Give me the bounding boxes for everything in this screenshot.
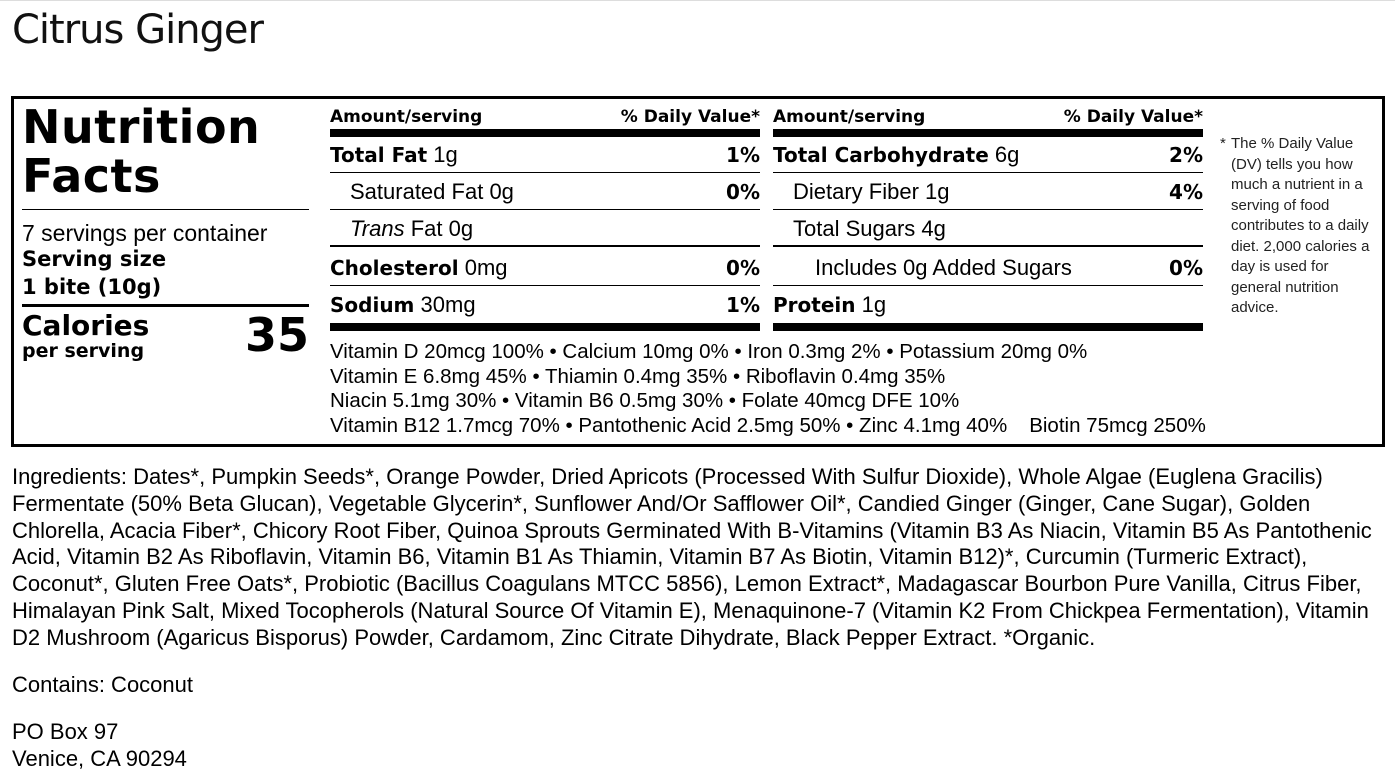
calories-sub-label: per serving [22,340,145,362]
calories-value: 35 [244,308,309,362]
ingredients-text: Ingredients: Dates*, Pumpkin Seeds*, Orange Powder, Dried Apricots (Processed With Sulfur Dioxide), Whole Algae (Euglena Gracilis) Fermentate (50% Beta Glucan), Vegetable Glycerin*, Sunflower And/Or Safflower Oil*, Candied Ginger (Ginger, Cane Sugar), Golden Chlorella, Acacia Fiber*, Chicory Root Fiber, Quinoa Sprouts Germinated With B-Vitamins (Vitamin B3 As Niacin, Vitamin B5 As Pantothenic Acid, Vitamin B2 As Riboflavin, Vitamin B6, Vitamin B1 As Thiamin, Vitamin B7 As Biotin, Vitamin B12)*, Curcumin (Turmeric Extract), Coconut*, Gluten Free Oats*, Probiotic (Bacillus Coagulans MTCC 5856), Lemon Extract*, Madagascar Bourbon Pure Vanilla, Citrus Fiber, Himalayan Pink Salt, Mixed Tocopherols (Natural Source Of Vitamin E), Menaquinone-7 (Vitamin K2 From Chickpea Fermentation), Vitamin D2 Mushroom (Agaricus Bisporus) Powder, Cardamom, Zinc Citrate Dihydrate, Black Pepper Extract. *Organic. [12,464,1372,650]
nutrient-dv: 2% [1169,143,1203,167]
nutrient-name: Total Carbohydrate [773,143,989,167]
product-title: Citrus Ginger [12,7,263,53]
nutrient-dv: 0% [1169,256,1203,280]
serving-size-value: 1 bite (10g) [22,275,162,299]
nutrient-name: Total Fat [330,143,428,167]
nutrient-dv: 1% [726,143,760,167]
nutrition-facts-panel [11,96,1385,447]
nutrient-name: Dietary Fiber [793,179,919,204]
nutrient-dv: 0% [726,180,760,204]
nutrition-title-line1: Nutrition [22,100,261,154]
nutrient-amount: 4g [921,216,946,241]
footnote-text: The % Daily Value (DV) tells you how much a nutrient in a serving of food contributes to a daily diet. 2,000 calories a day is used for general nutrition advice. [1231,135,1370,316]
divider-thick [22,304,309,307]
divider [22,209,309,210]
nutrient-row-sodium [330,287,760,323]
footnote-asterisk: * [1220,135,1226,152]
nutrient-row-total-carbohydrate [773,137,1203,173]
nutrient-row-total-fat [330,137,760,173]
nutrient-amount: 0g [448,216,474,241]
nutrient-amount: 1g [861,292,887,317]
vitamins-minerals [330,340,1206,438]
nutrient-amount: 1g [433,142,458,167]
nutrient-name: Total Sugars [793,216,916,241]
allergen-contains: Contains: Coconut [12,672,193,697]
nutrient-name-italic: Trans [350,216,405,241]
vitamins-line-3: Niacin 5.1mg 30% • Vitamin B6 0.5mg 30% • Folate 40mcg DFE 10% [330,389,960,412]
nutrient-row-cholesterol [330,250,760,286]
nutrient-row-total-sugars [773,211,1203,247]
daily-value-header: % Daily Value* [1063,107,1203,127]
amount-serving-header: Amount/serving [330,107,483,127]
vitamins-line-1: Vitamin D 20mcg 100% • Calcium 10mg 0% • Iron 0.3mg 2% • Potassium 20mg 0% [330,340,1088,363]
thick-rule [330,323,760,331]
vitamins-biotin: Biotin 75mcg 250% [1029,413,1206,437]
nutrient-amount: 30mg [420,292,476,317]
nutrient-amount: 0mg [464,255,508,280]
thick-rule [773,323,1203,331]
nutrient-amount: 1g [925,179,950,204]
nutrient-name: Includes 0g Added Sugars [815,255,1072,280]
nutrient-name: Cholesterol [330,256,459,280]
nutrition-left-block [22,99,309,444]
servings-per-container: 7 servings per container [22,220,268,246]
nutrient-dv: 4% [1169,180,1203,204]
nutrient-name: Saturated Fat [350,179,484,204]
nutrient-amount: 6g [994,142,1020,167]
nutrient-row-dietary-fiber [773,174,1203,210]
calories-label: Calories [22,309,150,342]
nutrition-facts-title [22,100,261,203]
nutrient-dv: 0% [726,256,760,280]
thick-rule [330,129,760,137]
nutrient-amount: 0g [489,179,514,204]
serving-size-label: Serving size [22,247,167,271]
nutrition-title-line2: Facts [22,149,161,203]
vitamins-line-2: Vitamin E 6.8mg 45% • Thiamin 0.4mg 35% • Riboflavin 0.4mg 35% [330,364,946,388]
daily-value-header: % Daily Value* [620,107,760,127]
vitamins-line-4-main: Vitamin B12 1.7mcg 70% • Pantothenic Acid 2.5mg 50% • Zinc 4.1mg 40% [330,413,1008,437]
nutrient-row-trans-fat [330,211,760,247]
nutrient-row-saturated-fat [330,174,760,210]
column-a-header [330,107,760,131]
nutrient-dv: 1% [726,293,760,317]
address-line-1: PO Box 97 [12,719,119,744]
column-b-header [773,107,1203,131]
thick-rule [773,129,1203,137]
vitamins-line-4 [330,414,1206,439]
nutrient-row-added-sugars [773,250,1203,286]
nutrient-name: Sodium [330,293,415,317]
nutrient-name-rest: Fat [410,216,443,241]
amount-serving-header: Amount/serving [773,107,926,127]
address-line-2: Venice, CA 90294 [12,746,187,771]
nutrient-name: Protein [773,293,856,317]
nutrient-row-protein [773,287,1203,323]
